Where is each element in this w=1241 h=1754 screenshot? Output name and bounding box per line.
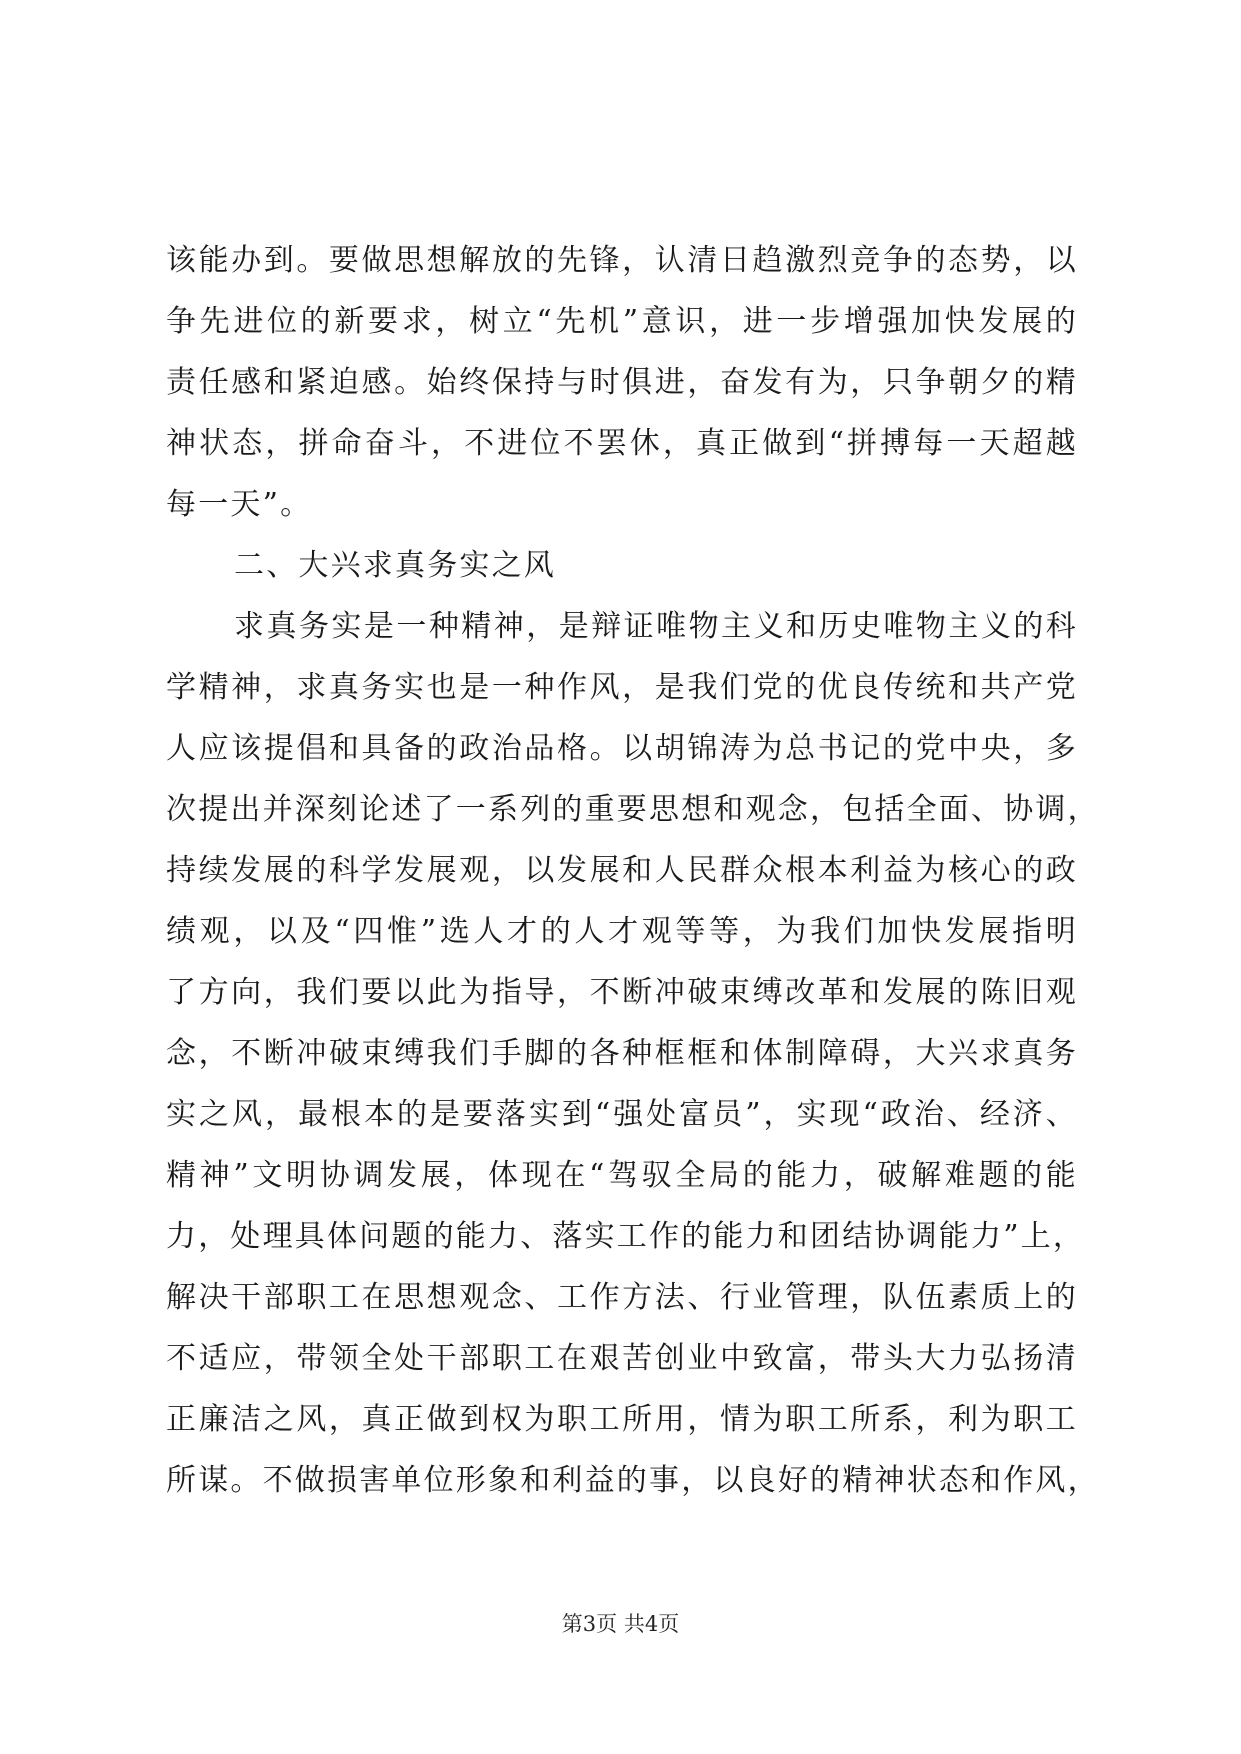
paragraph-line: 次提出并深刻论述了一系列的重要思想和观念，包括全面、协调，: [166, 792, 1100, 827]
paragraph-line: 解决干部职工在思想观念、工作方法、行业管理，队伍素质上的: [166, 1280, 1078, 1315]
paragraph-line: 责任感和紧迫感。始终保持与时俱进，奋发有为，只争朝夕的精: [166, 365, 1078, 400]
paragraph-line: 人应该提倡和具备的政治品格。以胡锦涛为总书记的党中央，多: [166, 731, 1078, 766]
paragraph-line: 争先进位的新要求，树立“先机”意识，进一步增强加快发展的: [166, 304, 1078, 339]
paragraph-line: 所谋。不做损害单位形象和利益的事，以良好的精神状态和作风，: [166, 1463, 1100, 1498]
section-heading: 二、大兴求真务实之风: [234, 548, 556, 583]
paragraph-line: 求真务实是一种精神，是辩证唯物主义和历史唯物主义的科: [234, 609, 1078, 644]
body-text: [166, 230, 1100, 1511]
paragraph-line: 学精神，求真务实也是一种作风，是我们党的优良传统和共产党: [166, 670, 1078, 705]
paragraph-line: 实之风，最根本的是要落实到“强处富员”，实现“政治、经济、: [166, 1097, 1078, 1132]
paragraph-line: 每一天”。: [166, 487, 313, 522]
paragraph-line: 不适应，带领全处干部职工在艰苦创业中致富，带头大力弘扬清: [166, 1341, 1078, 1376]
paragraph-line: 精神”文明协调发展，体现在“驾驭全局的能力，破解难题的能: [166, 1158, 1078, 1193]
paragraph-line: 了方向，我们要以此为指导，不断冲破束缚改革和发展的陈旧观: [166, 975, 1078, 1010]
paragraph-line: 念，不断冲破束缚我们手脚的各种框框和体制障碍，大兴求真务: [166, 1036, 1078, 1071]
paragraph-line: 绩观，以及“四惟”选人才的人才观等等，为我们加快发展指明: [166, 914, 1078, 949]
paragraph-line: 正廉洁之风，真正做到权为职工所用，情为职工所系，利为职工: [166, 1402, 1078, 1437]
paragraph-line: 力，处理具体问题的能力、落实工作的能力和团结协调能力”上，: [166, 1219, 1086, 1254]
paragraph-line: 神状态，拼命奋斗，不进位不罢休，真正做到“拼搏每一天超越: [166, 426, 1078, 461]
page-footer: 第3页 共4页: [561, 1612, 680, 1636]
paragraph-line: 该能办到。要做思想解放的先锋，认清日趋激烈竞争的态势，以: [166, 243, 1078, 278]
paragraph-line: 持续发展的科学发展观，以发展和人民群众根本利益为核心的政: [166, 853, 1078, 888]
